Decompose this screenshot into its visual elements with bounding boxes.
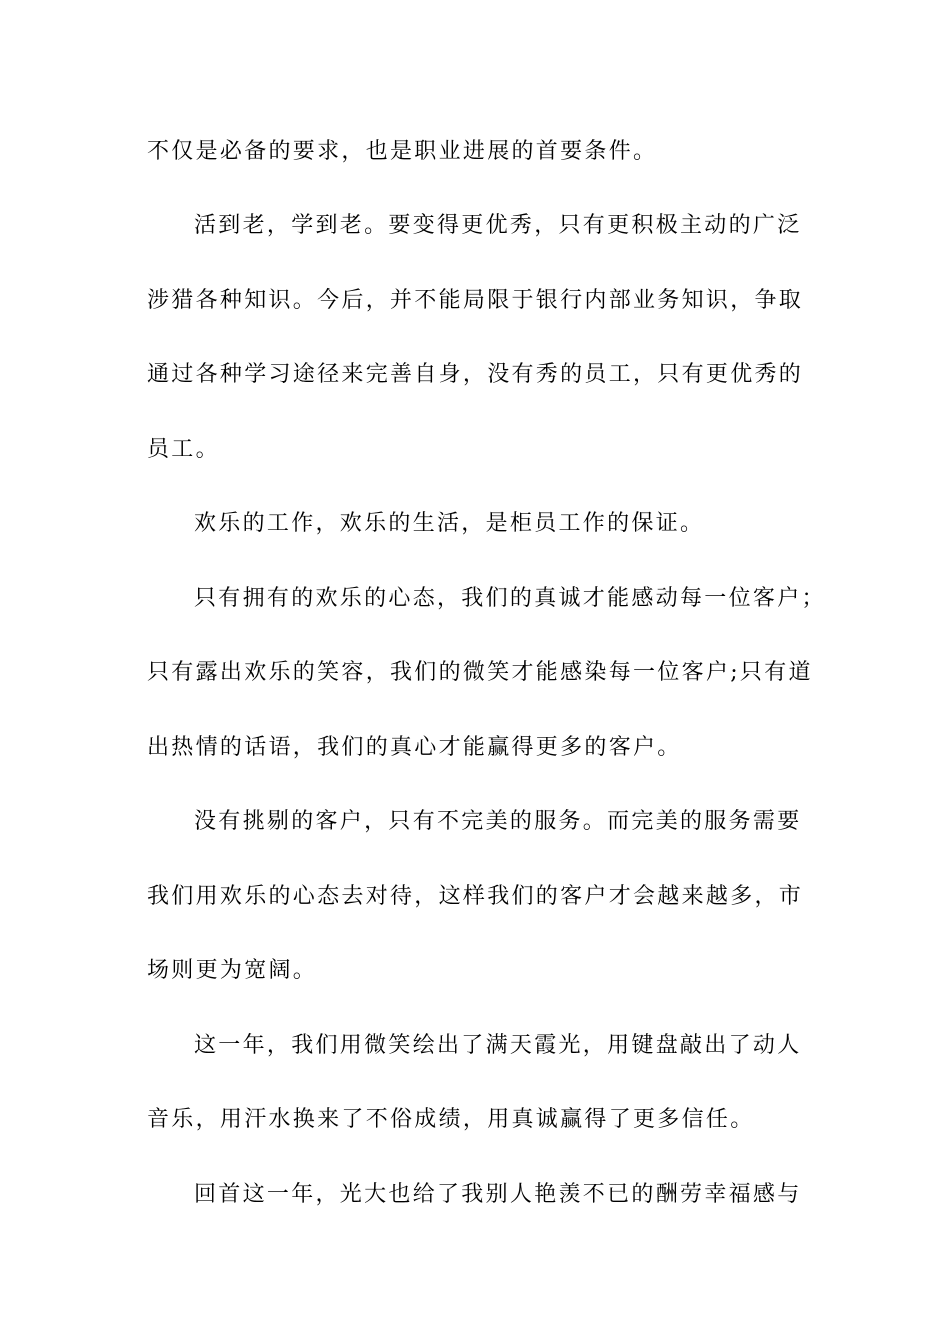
text-line-9: 出热情的话语，我们的真心才能赢得更多的客户。: [147, 735, 682, 760]
text-line-12: 场则更为宽阔。: [147, 958, 318, 983]
text-line-2: 活到老，学到老。要变得更优秀，只有更积极主动的广泛: [194, 213, 802, 238]
text-line-8: 只有露出欢乐的笑容，我们的微笑才能感染每一位客户;只有道: [147, 660, 813, 685]
text-line-15: 回首这一年，光大也给了我别人艳羡不已的酬劳幸福感与: [194, 1182, 802, 1207]
text-line-10: 没有挑剔的客户，只有不完美的服务。而完美的服务需要: [194, 809, 802, 834]
text-line-13: 这一年，我们用微笑绘出了满天霞光，用键盘敲出了动人: [194, 1033, 802, 1058]
text-line-11: 我们用欢乐的心态去对待，这样我们的客户才会越来越多，市: [147, 884, 804, 909]
text-line-14: 音乐，用汗水换来了不俗成绩，用真诚赢得了更多信任。: [147, 1107, 755, 1132]
text-line-1: 不仅是必备的要求，也是职业进展的首要条件。: [147, 139, 658, 164]
text-line-4: 通过各种学习途径来完善自身，没有秀的员工，只有更优秀的: [147, 362, 804, 387]
text-line-3: 涉猎各种知识。今后，并不能局限于银行内部业务知识，争取: [147, 288, 804, 313]
text-line-5: 员工。: [147, 437, 220, 462]
text-line-7: 只有拥有的欢乐的心态，我们的真诚才能感动每一位客户；: [194, 586, 826, 611]
text-line-6: 欢乐的工作，欢乐的生活，是柜员工作的保证。: [194, 511, 705, 536]
